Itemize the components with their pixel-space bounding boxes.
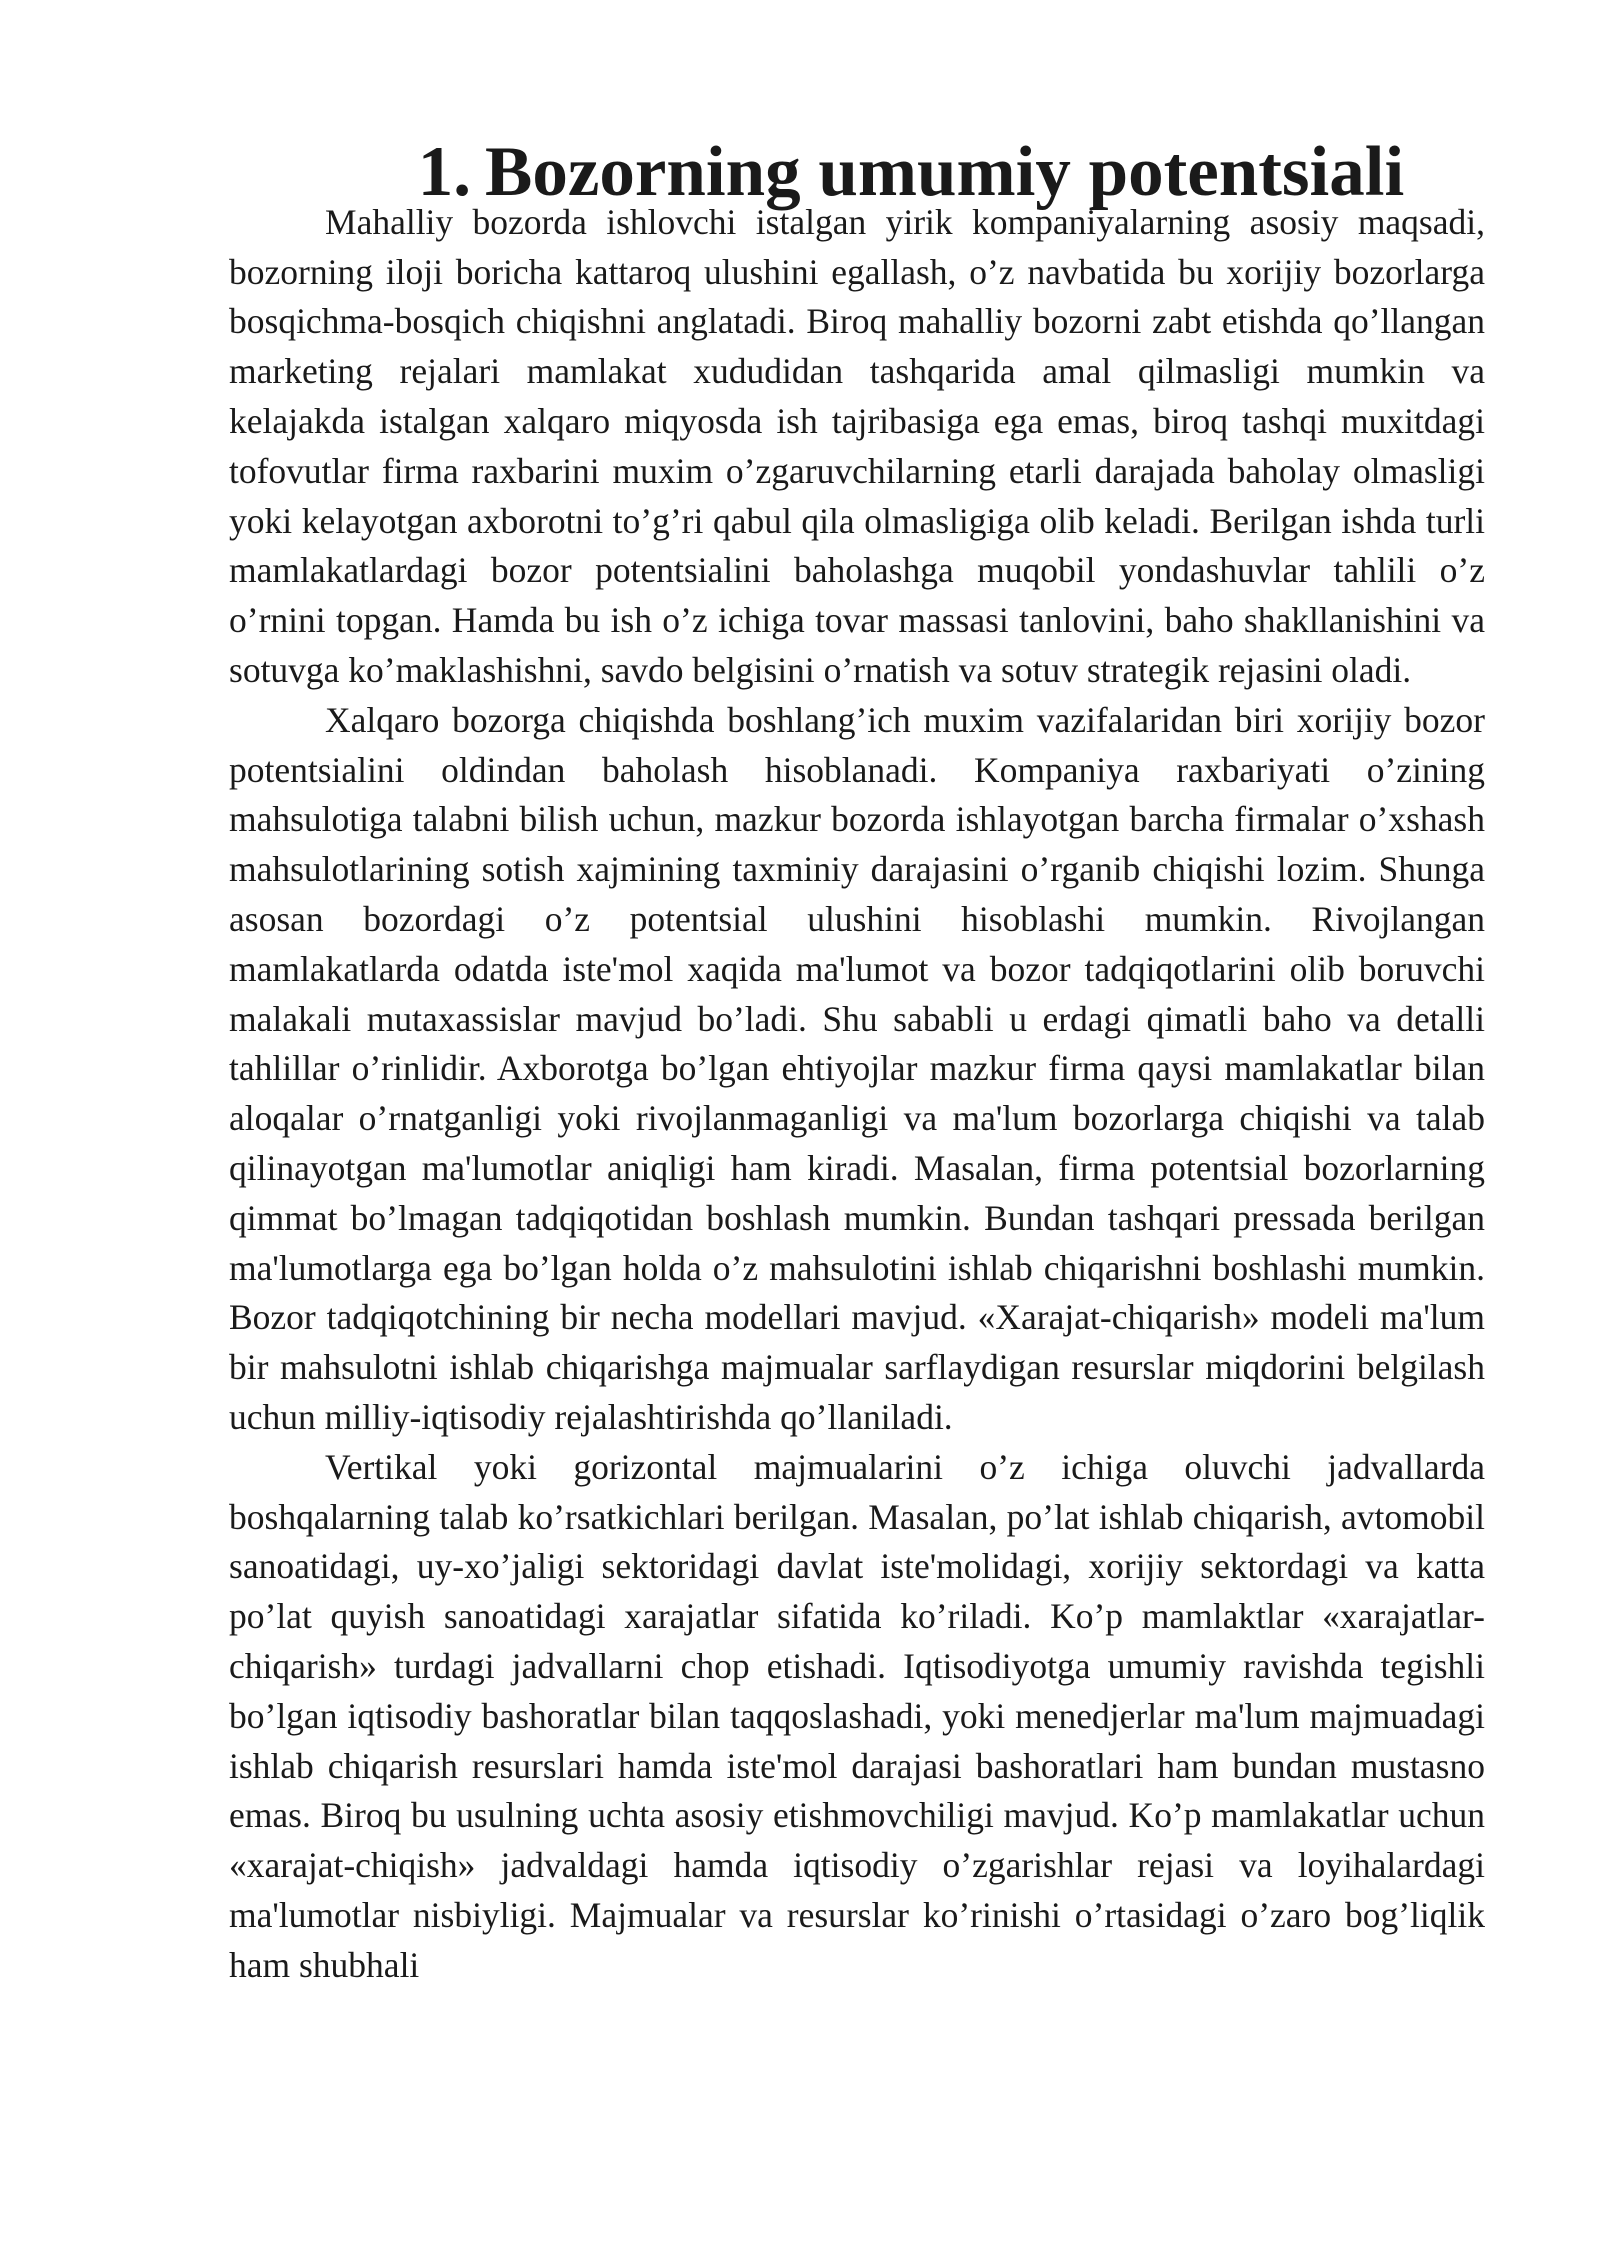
page-content	[229, 133, 1485, 1990]
section-number: 1.	[417, 133, 472, 211]
section-title: Bozorning umumiy potentsiali	[485, 133, 1405, 211]
paragraph-3: Vertikal yoki gorizontal majmualarini o’z ichiga oluvchi jadvallarda boshqalarning talab ko’rsatkichlari berilgan. Masalan, po’lat ishlab chiqarish, avtomobil sanoatidagi, uy-xo’jaligi sektoridagi davlat iste'molidagi, xorijiy sektordagi va katta po’lat quyish sanoatidagi xarajatlar sifatida ko’riladi. Ko’p mamlaktlar «xarajatlar-chiqarish» turdagi jadvallarni chop etishadi. Iqtisodiyotga umumiy ravishda tegishli bo’lgan iqtisodiy bashoratlar bilan taqqoslashadi, yoki menedjerlar ma'lum majmuadagi ishlab chiqarish resurslari hamda iste'mol darajasi bashoratlari ham bundan mustasno emas. Biroq bu usulning uchta asosiy etishmovchiligi mavjud. Ko’p mamlakatlar uchun «xarajat-chiqish» jadvaldagi hamda iqtisodiy o’zgarishlar rejasi va loyihalardagi ma'lumotlar nisbiyligi. Majmualar va resurslar ko’rinishi o’rtasidagi o’zaro bog’liqlik ham shubhali	[229, 1446, 1485, 1985]
paragraph-1: Mahalliy bozorda ishlovchi istalgan yirik kompaniyalarning asosiy maqsadi, bozorning iloji boricha kattaroq ulushini egallash, o’z navbatida bu xorijiy bozorlarga bosqichma-bosqich chiqishni anglatadi. Biroq mahalliy bozorni zabt etishda qo’llangan marketing rejalari mamlakat xududidan tashqarida amal qilmasligi mumkin va kelajakda istalgan xalqaro miqyosda ish tajribasiga ega emas, biroq tashqi muxitdagi tofovutlar firma raxbarini muxim o’zgaruvchilarning etarli darajada baholay olmasligi yoki kelayotgan axborotni to’g’ri qabul qila olmasligiga olib keladi. Berilgan ishda turli mamlakatlardagi bozor potentsialini baholashga muqobil yondashuvlar tahlili o’z o’rnini topgan. Hamda bu ish o’z ichiga tovar massasi tanlovini, baho shakllanishini va sotuvga ko’maklashishni, savdo belgisini o’rnatish va sotuv strategik rejasini oladi.	[229, 201, 1485, 690]
paragraph-2: Xalqaro bozorga chiqishda boshlang’ich muxim vazifalaridan biri xorijiy bozor potentsialini oldindan baholash hisoblanadi. Kompaniya raxbariyati o’zining mahsulotiga talabni bilish uchun, mazkur bozorda ishlayotgan barcha firmalar o’xshash mahsulotlarining sotish xajmining taxminiy darajasini o’rganib chiqishi lozim. Shunga asosan bozordagi o’z potentsial ulushini hisoblashi mumkin. Rivojlangan mamlakatlarda odatda iste'mol xaqida ma'lumot va bozor tadqiqotlarini olib boruvchi malakali mutaxassislar mavjud bo’ladi. Shu sababli u erdagi qimatli baho va detalli tahlillar o’rinlidir. Axborotga bo’lgan ehtiyojlar mazkur firma qaysi mamlakatlar bilan aloqalar o’rnatganligi yoki rivojlanmaganligi va ma'lum bozorlarga chiqishi va talab qilinayotgan ma'lumotlar aniqligi ham kiradi. Masalan, firma potentsial bozorlarning qimmat bo’lmagan tadqiqotidan boshlash mumkin. Bundan tashqari pressada berilgan ma'lumotlarga ega bo’lgan holda o’z mahsulotini ishlab chiqarishni boshlashi mumkin. Bozor tadqiqotchining bir necha modellari mavjud. «Xarajat-chiqarish» modeli ma'lum bir mahsulotni ishlab chiqarishga majmualar sarflaydigan resurslar miqdorini belgilash uchun milliy-iqtisodiy rejalashtirishda qo’llaniladi.	[229, 699, 1485, 1437]
section-heading	[229, 133, 1485, 211]
